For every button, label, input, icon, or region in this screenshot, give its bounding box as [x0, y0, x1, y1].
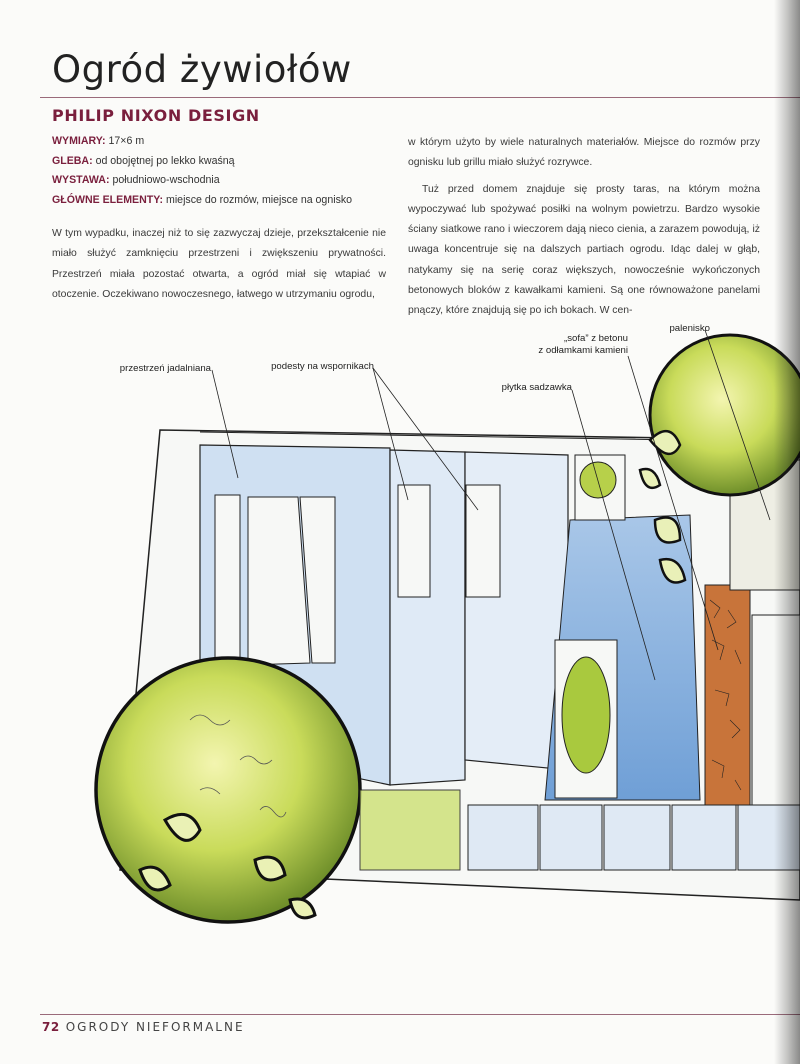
spec-exposure: WYSTAWA: południowo-wschodnia [52, 174, 220, 186]
spec-dimensions: WYMIARY: 17×6 m [52, 135, 145, 147]
body-column-1 [52, 224, 386, 311]
bottom-divider [40, 1014, 800, 1015]
top-divider [40, 97, 800, 98]
spec-soil: GLEBA: od obojętnej po lekko kwaśną [52, 154, 235, 167]
planter-shrub-2 [562, 657, 610, 773]
book-spine-shadow [774, 0, 800, 1064]
paragraph-2: w którym użyto by wiele naturalnych materiałów. Miejsce do rozmów przy ognisku lub grillu miało służyć rozrywce. [408, 137, 760, 169]
label-stone-sofa: „sofa” z betonu z odłamkami kamieni [538, 333, 628, 356]
paving [468, 805, 800, 870]
foreground-shrub [96, 658, 360, 922]
climbing-plant-panel [360, 790, 460, 870]
page-footer [42, 1020, 245, 1034]
stone-sofa [705, 585, 750, 805]
paragraph-3: Tuż przed domem znajduje się prosty taras, na którym można wypoczywać lub spożywać posiłki na wolnym powietrzu. Bardzo wysokie ściany siatkowe rano i wieczorem dają nieco cienia, a zarazem powodują, iż uwaga koncentruje się na dalszych partiach ogrodu. Idąc dalej w głąb, natykamy się na serię coraz większych, nowocześnie wykończonych betonowych bloków z kawałkami kamieni. Są one równoważone panelami pnączy, które znajdują się po ich bokach. W cen- [408, 183, 760, 317]
label-fire-pit: palenisko [669, 323, 710, 334]
spec-list [52, 132, 352, 210]
page-number: 72 [42, 1020, 60, 1034]
body-column-2 [408, 133, 760, 328]
label-cantilevered-decks: podesty na wspornikach [271, 361, 374, 372]
page-title: Ogród żywiołów [52, 48, 352, 91]
section-title: OGRODY NIEFORMALNE [65, 1020, 245, 1034]
label-shallow-pond: płytka sadzawka [501, 382, 572, 393]
garden-illustration [0, 320, 800, 1000]
paragraph-1: W tym wypadku, inaczej niż to się zazwyczaj dzieje, przekształcenie nie miało służyć zamknięciu przestrzeni i zwiększeniu prywatności. Przestrzeń miała pozostać otwarta, a ogród miał się wtapiać w otoczenie. Oczekiwano nowoczesnego, łatwego w utrzymaniu ogrodu, [52, 228, 386, 300]
label-dining-area: przestrzeń jadalniana [119, 363, 211, 374]
spec-main-elements: GŁÓWNE ELEMENTY: miejsce do rozmów, miejsce na ognisko [52, 193, 353, 206]
designer-heading: PHILIP NIXON DESIGN [52, 106, 260, 125]
